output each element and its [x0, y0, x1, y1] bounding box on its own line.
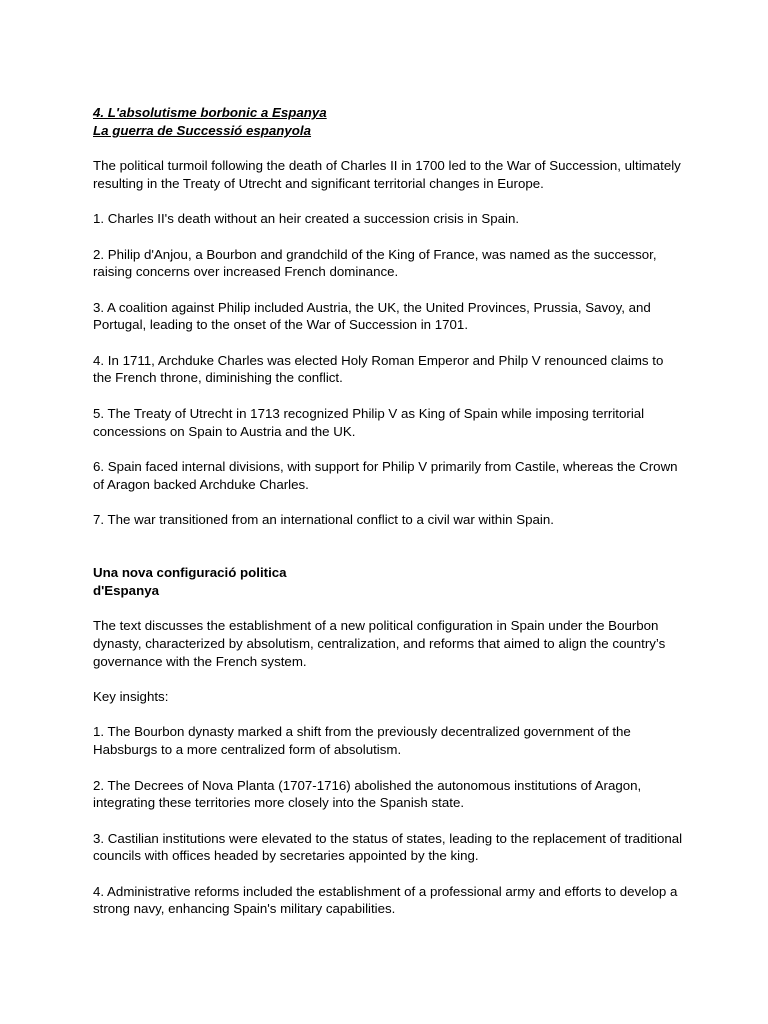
section2-point-4: 4. Administrative reforms included the establishment of a professional army and efforts to develop a strong navy, enhancing Spain's military capabilities. — [93, 883, 678, 917]
section1-title: 4. L'absolutisme borbonic a Espanya — [93, 105, 327, 120]
section2-title: Una nova configuració politica — [93, 565, 287, 581]
key-insights-label: Key insights: — [93, 689, 169, 705]
section1-point-7: 7. The war transitioned from an international conflict to a civil war within Spain. — [93, 512, 554, 528]
section2-point-3: 3. Castilian institutions were elevated to the status of states, leading to the replacement of traditional councils with offices headed by secretaries appointed by the king. — [93, 830, 683, 864]
section2-point-2: 2. The Decrees of Nova Planta (1707-1716) abolished the autonomous institutions of Aragon, integrating these territories more closely into the Spanish state. — [93, 777, 642, 811]
section2-subtitle: d'Espanya — [93, 582, 159, 598]
section1-subtitle: La guerra de Successió espanyola — [93, 122, 312, 138]
section1-point-4: 4. In 1711, Archduke Charles was elected Holy Roman Emperor and Philp V renounced claims to the French throne, diminishing the conflict. — [93, 352, 664, 386]
section2-point-1: 1. The Bourbon dynasty marked a shift from the previously decentralized government of the Habsburgs to a more centralized form of absolutism. — [93, 724, 631, 758]
section1-intro: The political turmoil following the death of Charles II in 1700 led to the War of Succession, ultimately resulting in the Treaty of Utrecht and significant territorial changes in Europe. — [93, 158, 681, 191]
section1-point-1: 1. Charles II's death without an heir created a succession crisis in Spain. — [93, 211, 520, 227]
section1-point-6: 6. Spain faced internal divisions, with support for Philip V primarily from Castile, whereas the Crown of Aragon backed Archduke Charles. — [93, 458, 678, 492]
section1-point-5: 5. The Treaty of Utrecht in 1713 recognized Philip V as King of Spain while imposing territorial concessions on Spain to Austria and the UK. — [93, 405, 645, 439]
document-page — [93, 104, 683, 918]
section1-point-3: 3. A coalition against Philip included Austria, the UK, the United Provinces, Prussia, Savoy, and Portugal, leading to the onset of the War of Succession in 1701. — [93, 299, 651, 333]
section1-point-2: 2. Philip d'Anjou, a Bourbon and grandchild of the King of France, was named as the successor, raising concerns over increased French dominance. — [93, 246, 657, 280]
section2-intro: The text discusses the establishment of a new political configuration in Spain under the Bourbon dynasty, characterized by absolutism, centralization, and reforms that aimed to align the country’s governance with the French system. — [93, 618, 666, 669]
